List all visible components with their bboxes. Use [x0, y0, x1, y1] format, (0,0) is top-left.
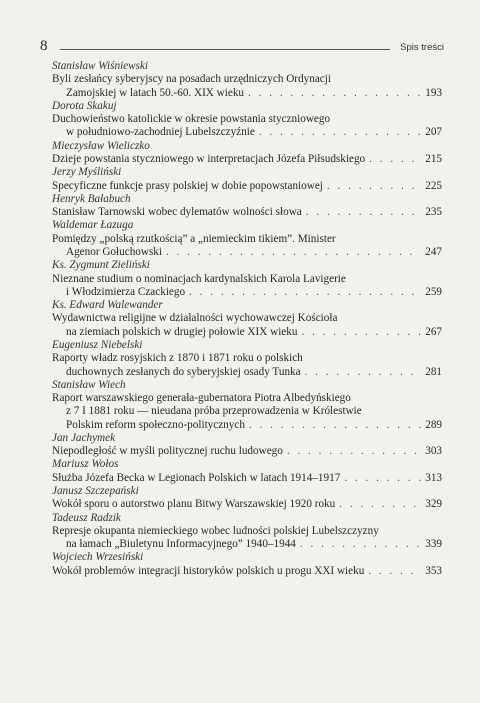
entry-title-line: Pomiędzy „polską rzutkością” a „niemieckim tikiem”. Minister [52, 232, 336, 245]
entry-title-line: na ziemiach polskich w drugiej połowie XIX wieku [66, 325, 298, 338]
entry-title-row [52, 538, 442, 551]
entry-page-number: 215 [425, 153, 442, 166]
entry-page-number: 329 [425, 498, 442, 511]
entry-title-line: Nieznane studium o nominacjach kardynalskich Karola Lavigerie [52, 272, 346, 285]
entry-author: Jan Jachymek [52, 431, 116, 444]
toc-entry [52, 193, 442, 220]
entry-title-row [52, 87, 442, 100]
toc-entry [52, 299, 442, 339]
dot-leader [189, 286, 421, 299]
entry-title-row [52, 445, 442, 458]
entry-page-number: 303 [425, 445, 442, 458]
toc-entry [52, 551, 442, 578]
entry-page-number: 235 [425, 206, 442, 219]
entry-title-row [52, 326, 442, 339]
dot-leader [301, 326, 421, 339]
toc-entry [52, 432, 442, 459]
running-header [40, 36, 444, 54]
entry-title-line: Niepodległość w myśli politycznej ruchu ludowego [52, 445, 283, 458]
entry-author: Eugeniusz Niebelski [52, 338, 143, 351]
entry-author: Mieczysław Wieliczko [52, 139, 150, 152]
entry-author: Henryk Bałabuch [52, 192, 131, 205]
entry-title-row [52, 419, 442, 432]
entry-page-number: 313 [425, 471, 442, 484]
dot-leader [339, 498, 421, 511]
entry-title-row [52, 565, 442, 578]
entry-title-line: Raporty władz rosyjskich z 1870 i 1871 roku o polskich [52, 352, 303, 365]
entry-page-number: 247 [425, 246, 442, 259]
dot-leader [166, 246, 421, 259]
page-number: 8 [40, 38, 48, 54]
header-rule [60, 49, 391, 50]
toc-entry [52, 485, 442, 512]
dot-leader [259, 126, 421, 139]
entry-page-number: 353 [425, 564, 442, 577]
entry-title-row [52, 180, 442, 193]
entry-title-line: w południowo-zachodniej Lubelszczyźnie [66, 126, 255, 139]
entry-title-line: Wydawnictwa religijne w działalności wychowawczej Kościoła [52, 312, 338, 325]
entry-author: Stanisław Wiśniewski [52, 60, 149, 72]
dot-leader [368, 565, 421, 578]
entry-title-row [52, 206, 442, 219]
entry-title-row [52, 126, 442, 139]
dot-leader [248, 87, 421, 100]
dot-leader [287, 445, 421, 458]
entry-author: Jerzy Myśliński [52, 166, 122, 179]
entry-title-line: Duchowieństwo katolickie w okresie powstania styczniowego [52, 113, 331, 126]
entry-page-number: 267 [425, 325, 442, 338]
entry-author: Wojciech Wrzesiński [52, 551, 144, 564]
entry-title-line: Wokół sporu o autorstwo planu Bitwy Warszawskiej 1920 roku [52, 498, 336, 511]
entry-title-line: Służba Józefa Becka w Legionach Polskich w latach 1914–1917 [52, 471, 341, 484]
entry-title-line: z 7 I 1881 roku — nieudana próba przeprowadzenia w Królestwie [66, 405, 362, 418]
toc-entry [52, 458, 442, 485]
entry-page-number: 259 [425, 285, 442, 298]
dot-leader [327, 180, 421, 193]
dot-leader [369, 153, 421, 166]
entry-author: Dorota Skakuj [52, 99, 117, 112]
toc-entry [52, 166, 442, 193]
entry-title-row [52, 246, 442, 259]
entry-title-line: Polskim reform społeczno-politycznych [66, 418, 245, 431]
entry-title-line: Raport warszawskiego generała-gubernatora Piotra Albedyńskiego [52, 392, 351, 405]
dot-leader [249, 419, 421, 432]
entry-title-line: duchownych zesłanych do syberyjskiej osady Tunka [66, 365, 301, 378]
entry-title-line: Wokół problemów integracji historyków polskich u progu XXI wieku [52, 564, 365, 577]
entry-author: Ks. Edward Walewander [52, 299, 163, 312]
toc-entry [52, 219, 442, 259]
entry-author: Stanisław Wiech [52, 378, 126, 391]
dot-leader [300, 538, 421, 551]
entry-author: Tadeusz Radzik [52, 511, 121, 524]
entry-title-line: Stanisław Tarnowski wobec dylematów wolności słowa [52, 206, 302, 219]
entry-title-line: i Włodzimierza Czackiego [66, 285, 186, 298]
entry-author: Waldemar Łazuga [52, 219, 134, 232]
entry-title-row [52, 153, 442, 166]
entry-author: Janusz Szczepański [52, 484, 139, 497]
dot-leader [306, 206, 421, 219]
toc-entry [52, 140, 442, 167]
entry-title-line: Dzieje powstania styczniowego w interpretacjach Józefa Piłsudskiego [52, 153, 366, 166]
toc-entry [52, 60, 442, 100]
entry-title-line: Specyficzne funkcje prasy polskiej w dobie popowstaniowej [52, 179, 323, 192]
entry-author: Ks. Zygmunt Zieliński [52, 259, 150, 272]
entry-title-line: Agenor Gołuchowski [66, 246, 163, 259]
entry-page-number: 207 [425, 126, 442, 139]
toc-entry [52, 100, 442, 140]
entry-title-line: Byli zesłańcy syberyjscy na posadach urzędniczych Ordynacji [52, 73, 331, 86]
entry-title-line: na łamach „Biuletynu Informacyjnego” 1940–1944 [66, 538, 296, 551]
toc-entry [52, 512, 442, 552]
entry-title-row [52, 472, 442, 485]
entry-title-row [52, 366, 442, 379]
dot-leader [344, 472, 421, 485]
entry-page-number: 225 [425, 179, 442, 192]
entry-page-number: 339 [425, 538, 442, 551]
entry-title-row [52, 498, 442, 511]
entry-title-row [52, 286, 442, 299]
toc-entry [52, 259, 442, 299]
entry-page-number: 193 [425, 86, 442, 99]
entry-title-line: Represje okupanta niemieckiego wobec ludności polskiej Lubelszczyzny [52, 524, 379, 537]
entry-page-number: 281 [425, 365, 442, 378]
entry-title-line: Zamojskiej w latach 50.-60. XIX wieku [66, 86, 245, 99]
toc-entries [52, 60, 442, 578]
toc-entry [52, 339, 442, 379]
toc-entry [52, 379, 442, 432]
running-title: Spis treści [400, 42, 444, 53]
entry-author: Mariusz Wołos [52, 458, 119, 471]
entry-page-number: 289 [425, 418, 442, 431]
dot-leader [305, 366, 422, 379]
